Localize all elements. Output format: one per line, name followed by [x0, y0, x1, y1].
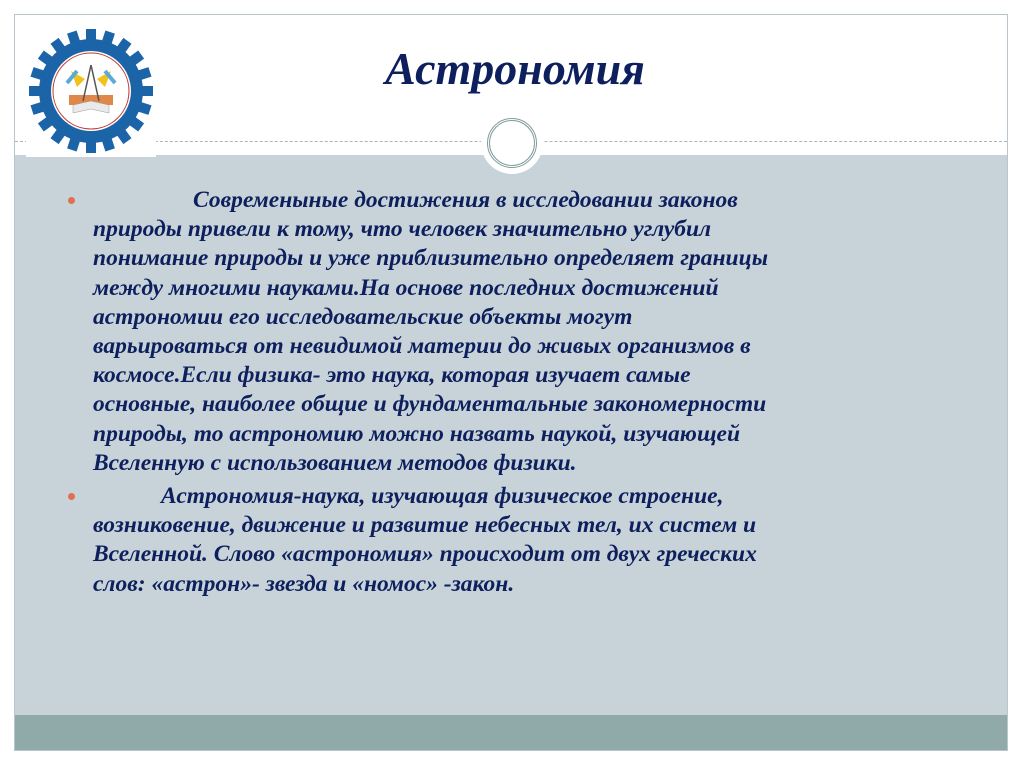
text-line: астрономии его исследовательские объекты могут: [93, 303, 633, 330]
text-line: основные, наиболее общие и фундаментальные закономерности: [93, 391, 767, 418]
ring-icon: [487, 118, 537, 168]
text-line: между многими науками.На основе последних достижений: [93, 274, 719, 301]
bullet-icon: [68, 197, 75, 204]
bullet-paragraph-1: [93, 186, 933, 478]
text-line: слов: «астрон»- звезда и «номос» -закон.: [93, 570, 515, 597]
text-line: Вселенной. Слово «астрономия» происходит от двух греческих: [93, 541, 757, 568]
text-line: космосе.Если физика- это наука, которая изучает самые: [93, 362, 691, 389]
text-line: возниковение, движение и развитие небесных тел, их систем и: [93, 512, 757, 539]
bullet-paragraph-2: [93, 482, 933, 599]
text-line: понимание природы и уже приблизительно определяет границы: [93, 245, 768, 272]
text-line: природы, то астрономию можно назвать наукой, изучающей: [93, 420, 741, 447]
text-line: Астрономия-наука, изучающая физическое строение,: [161, 483, 724, 510]
text-line: Современыные достижения в исследовании законов: [193, 187, 738, 213]
gear-tooth: [86, 139, 96, 153]
text-line: природы привели к тому, что человек значительно углубил: [93, 216, 712, 243]
gear-tooth: [139, 86, 153, 96]
gear-tooth: [86, 29, 96, 43]
text-line: варьироваться от невидимой материи до живых организмов в: [93, 333, 751, 360]
slide-title: Астрономия: [385, 43, 645, 94]
decorative-ring: [481, 112, 543, 174]
footer-band: [15, 715, 1007, 750]
gear-tooth: [29, 86, 43, 96]
college-logo: [26, 25, 156, 157]
slide-content: [93, 186, 933, 603]
text-line: Вселенную с использованием методов физики.: [93, 449, 577, 476]
bullet-icon: [68, 493, 75, 500]
